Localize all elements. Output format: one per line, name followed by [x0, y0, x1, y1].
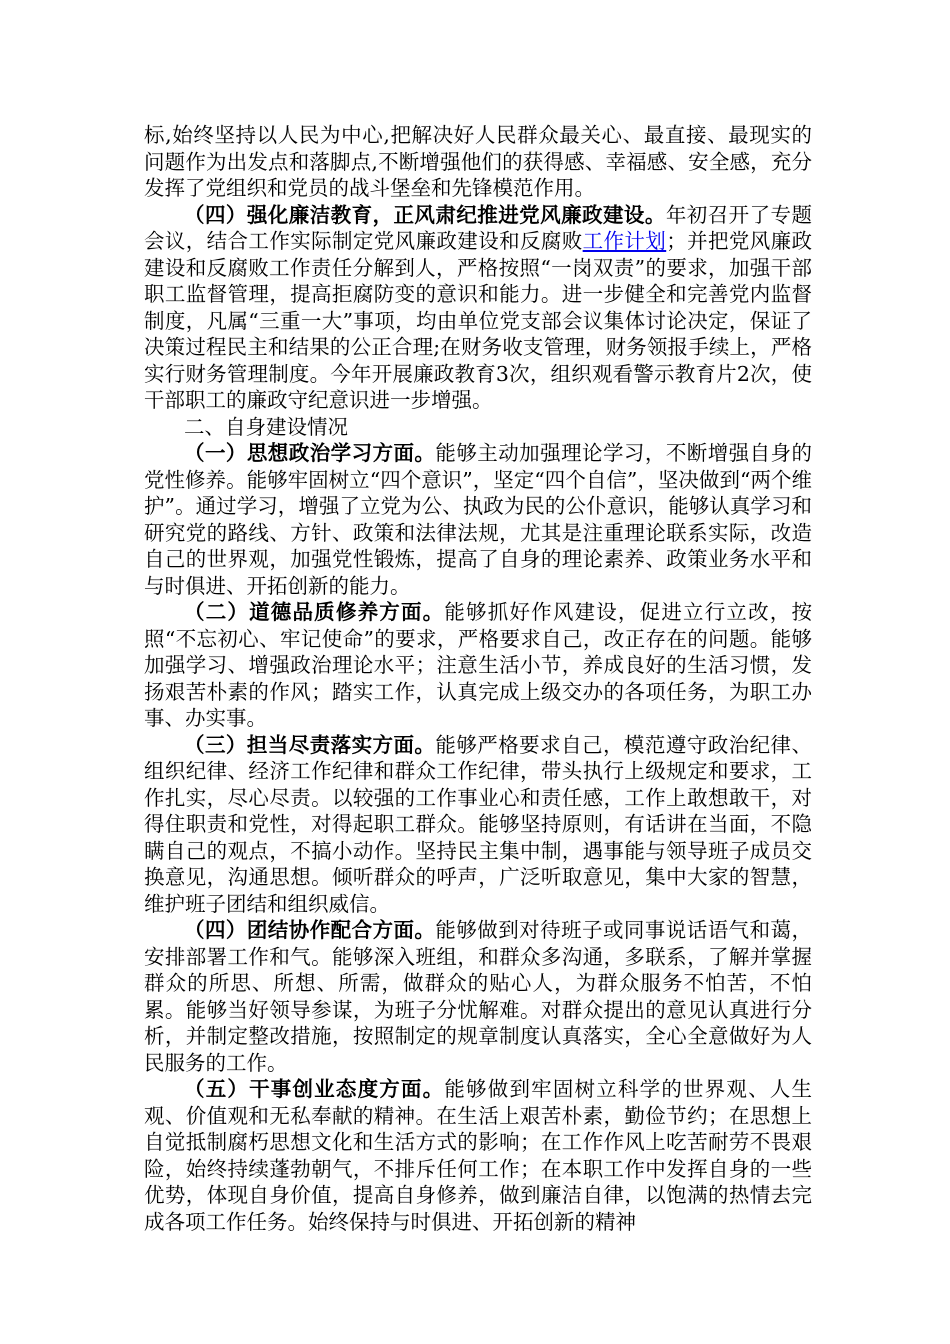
paragraph-responsibility — [144, 732, 812, 918]
paragraph-heading: （三）担当尽责落实方面。 — [184, 732, 436, 757]
section-heading-text: 二、自身建设情况 — [184, 414, 348, 439]
paragraph-moral-quality — [144, 599, 812, 732]
paragraph-political-study — [144, 440, 812, 599]
paragraph-heading: （五）干事创业态度方面。 — [184, 1077, 445, 1101]
paragraph-heading: （四）团结协作配合方面。 — [184, 918, 436, 942]
paragraph-text: 能够严格要求自己，模范遵守政治纪律、组织纪律、经济工作纪律和群众工作纪律，带头执行上级规定和要求，工作扎实，尽心尽责。以较强的工作事业心和责任感，工作上敢想敢干，对得住职责和党性，对得起职工群众。能够坚持原则，有话讲在当面，不隐瞒自己的观点，不搞小动作。坚持民主集中制，遇事能与领导班子成员交换意见，沟通思想。倾听群众的呼声，广泛听取意见，集中大家的智慧，维护班子团结和组织威信。 — [144, 732, 813, 916]
section-heading — [144, 414, 812, 441]
paragraph-heading: （四）强化廉洁教育，正风肃纪推进党风廉政建设。 — [184, 202, 666, 227]
document-body — [144, 122, 812, 1235]
paragraph-continuation — [144, 122, 812, 202]
paragraph-heading: （二）道德品质修养方面。 — [184, 600, 445, 624]
paragraph-text: 能够抓好作风建设，促进立行立改，按照“不忘初心、牢记使命”的要求，严格要求自己，改正存在的问题。能够加强学习、增强政治理论水平；注意生活小节，养成良好的生活习惯，发扬艰苦朴素的作风；踏实工作，认真完成上级交办的各项任务，为职工办事、办实事。 — [144, 600, 813, 730]
paragraph-work-attitude — [144, 1076, 812, 1235]
paragraph-text: ；并把党风廉政建设和反腐败工作责任分解到人，严格按照“一岗双责”的要求，加强干部职工监督管理，提高拒腐防变的意识和能力。进一步健全和完善党内监督制度，凡属“三重一大”事项，均由单位党支部会议集体讨论决定，保证了决策过程民主和结果的公正合理;在财务收支管理，财务领报手续上，严格实行财务管理制度。今年开展廉政教育3次，组织观看警示教育片2次，使干部职工的廉政守纪意识进一步增强。 — [144, 229, 813, 412]
paragraph-teamwork — [144, 917, 812, 1076]
paragraph-text: 能够主动加强理论学习，不断增强自身的党性修养。能够牢固树立“四个意识”，坚定“四个自信”，坚决做到“两个维护”。通过学习，增强了立党为公、执政为民的公仆意识，能够认真学习和研究党的路线、方针、政策和法律法规，尤其是注重理论联系实际，改造自己的世界观，加强党性锻炼，提高了自身的理论素养、政策业务水平和与时俱进、开拓创新的能力。 — [144, 441, 813, 598]
paragraph-text: 年初召开了专题会议，结合工作实际制定党风廉政建设和反腐败 — [144, 202, 813, 253]
paragraph-text: 标,始终坚持以人民为中心,把解决好人民群众最关心、最直接、最现实的问题作为出发点和落脚点,不断增强他们的获得感、幸福感、安全感，充分发挥了党组织和党员的战斗堡垒和先锋模范作用。 — [144, 123, 812, 200]
paragraph-heading: （一）思想政治学习方面。 — [184, 441, 436, 465]
work-plan-link[interactable]: 工作计划 — [582, 229, 667, 253]
paragraph-text: 能够做到对待班子或同事说话语气和蔼，安排部署工作和气。能够深入班组，和群众多沟通，多联系，了解并掌握群众的所思、所想、所需，做群众的贴心人，为群众服务不怕苦，不怕累。能够当好领导参谋，为班子分忧解难。对群众提出的意见认真进行分析，并制定整改措施，按照制定的规章制度认真落实，全心全意做好为人民服务的工作。 — [144, 918, 813, 1075]
paragraph-text: 能够做到牢固树立科学的世界观、人生观、价值观和无私奉献的精神。在生活上艰苦朴素，勤俭节约；在思想上自觉抵制腐朽思想文化和生活方式的影响；在工作作风上吃苦耐劳不畏艰险，始终持续蓬勃朝气，不排斥任何工作；在本职工作中发挥自身的一些优势，体现自身价值，提高自身修养，做到廉洁自律，以饱满的热情去完成各项工作任务。始终保持与时俱进、开拓创新的精神 — [144, 1077, 813, 1234]
paragraph-integrity-education — [144, 202, 812, 414]
